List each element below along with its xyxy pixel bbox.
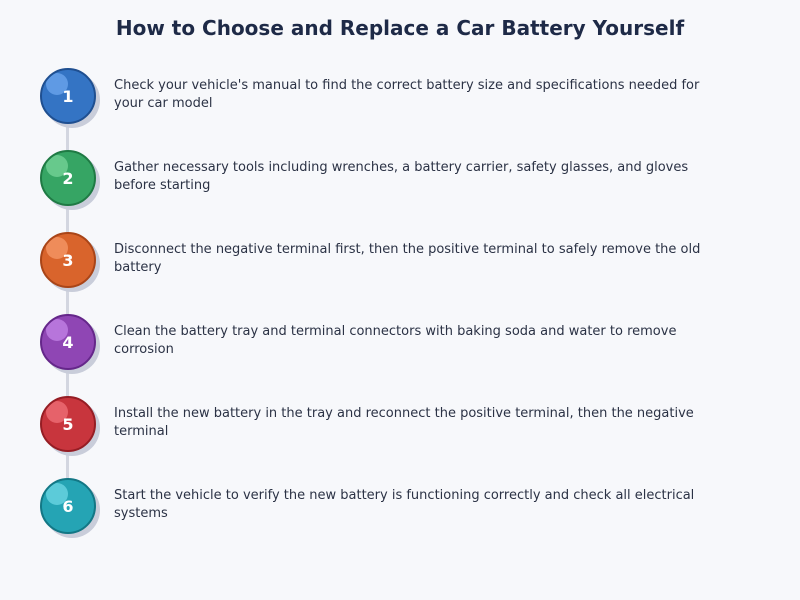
step-number-badge	[40, 478, 96, 534]
step-number-badge	[40, 68, 96, 124]
step-number: 2	[62, 169, 74, 188]
step-number: 4	[62, 333, 74, 352]
step-number: 6	[62, 497, 74, 516]
step-text: Start the vehicle to verify the new battery is functioning correctly and check all electrical systems	[114, 488, 695, 521]
step-number: 3	[62, 251, 74, 270]
step-number-badge	[40, 232, 96, 288]
step-text: Clean the battery tray and terminal connectors with baking soda and water to remove corrosion	[114, 324, 677, 357]
step-item	[40, 68, 740, 126]
step-text: Gather necessary tools including wrenches, a battery carrier, safety glasses, and gloves before starting	[114, 160, 689, 193]
step-number: 1	[62, 87, 74, 106]
step-number-badge	[40, 314, 96, 370]
step-text: Check your vehicle's manual to find the correct battery size and specifications needed for your car model	[114, 78, 700, 111]
step-number-badge	[40, 150, 96, 206]
page-title: How to Choose and Replace a Car Battery Yourself	[115, 16, 685, 40]
step-item	[40, 150, 740, 208]
step-item	[40, 396, 740, 454]
step-number-badge	[40, 396, 96, 452]
step-number: 5	[62, 415, 74, 434]
step-item	[40, 232, 740, 290]
step-text: Disconnect the negative terminal first, then the positive terminal to safely remove the old battery	[114, 242, 701, 275]
step-item	[40, 314, 740, 372]
step-text: Install the new battery in the tray and reconnect the positive terminal, then the negative terminal	[114, 406, 694, 439]
step-item	[40, 478, 740, 536]
